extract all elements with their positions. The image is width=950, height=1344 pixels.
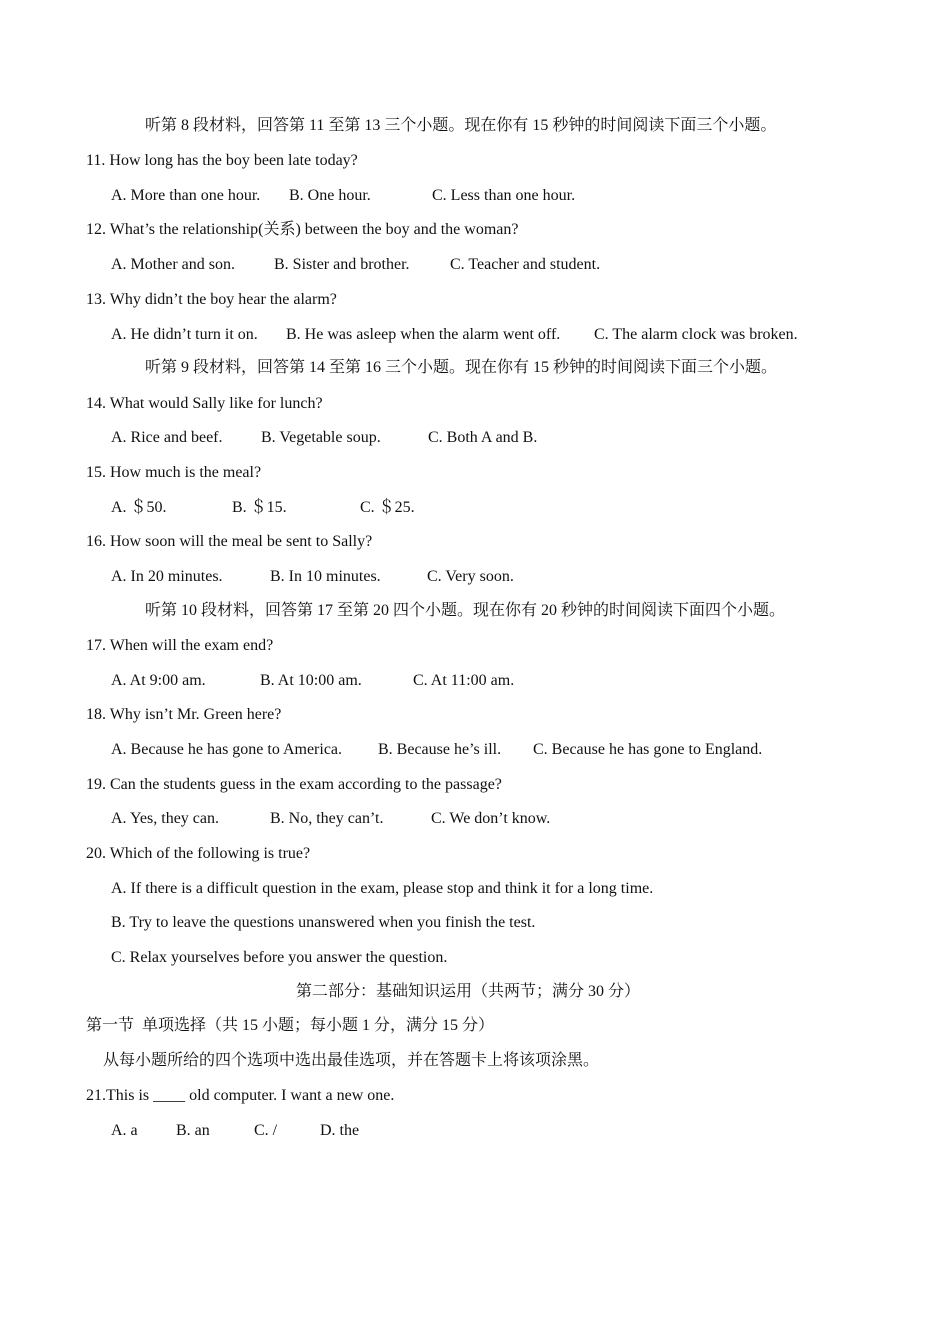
- question-21-stem: 21.This is ____ old computer. I want a new one.: [86, 1087, 395, 1104]
- question-11-stem: 11. How long has the boy been late today?: [86, 152, 358, 169]
- question-15-option-b: B. ＄15.: [232, 499, 287, 516]
- question-13-option-b: B. He was asleep when the alarm went off.: [286, 326, 561, 343]
- question-18-option-a: A. Because he has gone to America.: [111, 741, 343, 758]
- question-14-option-a: A. Rice and beef.: [111, 429, 223, 446]
- question-12-stem: 12. What’s the relationship(关系) between the boy and the woman?: [86, 221, 519, 238]
- question-12-option-c: C. Teacher and student.: [450, 256, 601, 273]
- question-16-stem: 16. How soon will the meal be sent to Sally?: [86, 533, 373, 550]
- part-two-section-one-heading: 第一节 单项选择（共 15 小题；每小题 1 分，满分 15 分）: [86, 1017, 495, 1034]
- question-21-option-a: A. a: [111, 1122, 138, 1139]
- question-17-option-a: A. At 9:00 am.: [111, 672, 206, 689]
- question-16-option-a: A. In 20 minutes.: [111, 568, 223, 585]
- question-19-option-c: C. We don’t know.: [431, 810, 551, 827]
- question-15-option-c: C. ＄25.: [360, 499, 415, 516]
- question-19-option-a: A. Yes, they can.: [111, 810, 219, 827]
- question-18-option-c: C. Because he has gone to England.: [533, 741, 763, 758]
- question-14-option-c: C. Both A and B.: [428, 429, 538, 446]
- question-20-option-b: B. Try to leave the questions unanswered when you finish the test.: [111, 914, 536, 931]
- question-16-option-c: C. Very soon.: [427, 568, 514, 585]
- question-20-option-c: C. Relax yourselves before you answer the question.: [111, 949, 448, 966]
- question-17-option-b: B. At 10:00 am.: [260, 672, 362, 689]
- question-16-option-b: B. In 10 minutes.: [270, 568, 381, 585]
- listening-instruction-9: 听第 9 段材料，回答第 14 至第 16 三个小题。现在你有 15 秒钟的时间阅读下面三个小题。: [145, 359, 778, 376]
- question-17-stem: 17. When will the exam end?: [86, 637, 274, 654]
- question-11-option-a: A. More than one hour.: [111, 187, 261, 204]
- question-13-option-a: A. He didn’t turn it on.: [111, 326, 258, 343]
- question-14-stem: 14. What would Sally like for lunch?: [86, 395, 323, 412]
- question-19-stem: 19. Can the students guess in the exam according to the passage?: [86, 776, 502, 793]
- question-19-option-b: B. No, they can’t.: [270, 810, 384, 827]
- question-21-option-b: B. an: [176, 1122, 210, 1139]
- question-18-stem: 18. Why isn’t Mr. Green here?: [86, 706, 282, 723]
- question-21-option-c: C. /: [254, 1122, 278, 1139]
- question-11-option-b: B. One hour.: [289, 187, 371, 204]
- question-20-option-a: A. If there is a difficult question in the exam, please stop and think it for a long time.: [111, 880, 654, 897]
- question-15-option-a: A. ＄50.: [111, 499, 167, 516]
- part-two-instruction: 从每小题所给的四个选项中选出最佳选项，并在答题卡上将该项涂黑。: [103, 1052, 600, 1069]
- question-21-option-d: D. the: [320, 1122, 360, 1139]
- question-20-stem: 20. Which of the following is true?: [86, 845, 311, 862]
- question-12-option-a: A. Mother and son.: [111, 256, 235, 273]
- question-12-option-b: B. Sister and brother.: [274, 256, 410, 273]
- question-15-stem: 15. How much is the meal?: [86, 464, 262, 481]
- part-two-title: 第二部分：基础知识运用（共两节；满分 30 分）: [296, 983, 641, 1000]
- question-13-stem: 13. Why didn’t the boy hear the alarm?: [86, 291, 337, 308]
- listening-instruction-10: 听第 10 段材料，回答第 17 至第 20 四个小题。现在你有 20 秒钟的时间阅读下面四个小题。: [145, 602, 786, 619]
- question-18-option-b: B. Because he’s ill.: [378, 741, 502, 758]
- question-13-option-c: C. The alarm clock was broken.: [594, 326, 798, 343]
- question-14-option-b: B. Vegetable soup.: [261, 429, 381, 446]
- question-17-option-c: C. At 11:00 am.: [413, 672, 515, 689]
- listening-instruction-8: 听第 8 段材料，回答第 11 至第 13 三个小题。现在你有 15 秒钟的时间阅读下面三个小题。: [145, 117, 777, 134]
- question-11-option-c: C. Less than one hour.: [432, 187, 576, 204]
